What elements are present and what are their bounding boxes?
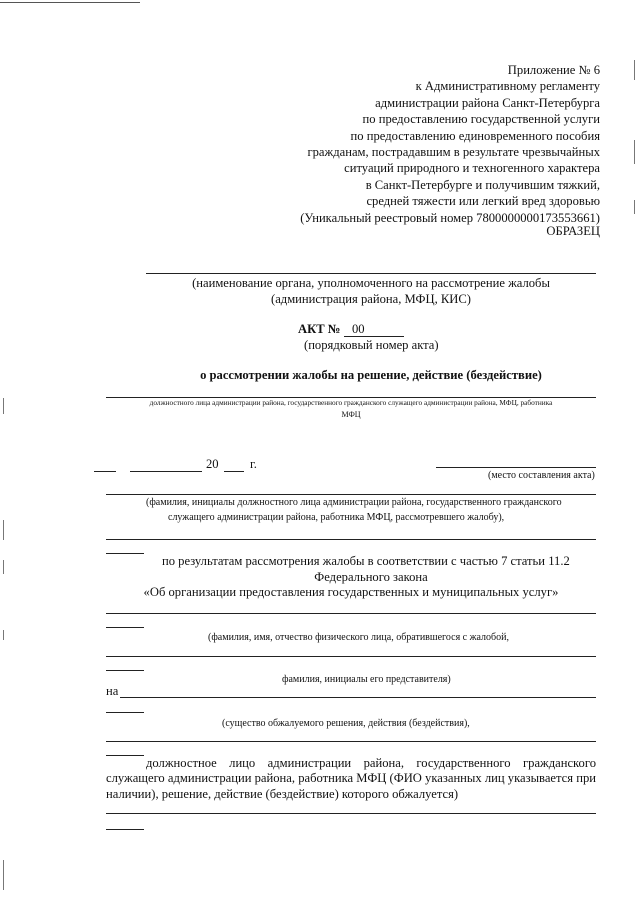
scan-edge-mark (3, 520, 4, 540)
short-line-6 (106, 829, 144, 830)
reviewer-caption-line2: служащего администрации района, работника МФЦ, рассмотревшего жалобу), (168, 512, 505, 523)
annex-line: Приложение № 6 (507, 63, 600, 77)
date-year-suffix: г. (250, 457, 257, 471)
scan-edge-mark (634, 140, 635, 164)
scan-edge-mark (3, 860, 4, 890)
reviewer-caption-line1: (фамилия, инициалы должностного лица администрации района, государственного гражданского (146, 497, 562, 508)
act-number-line (344, 336, 404, 337)
official-caption-line2: МФЦ (341, 410, 361, 419)
annex-line: (Уникальный реестровый номер 7800000000173553661) (300, 210, 600, 225)
scan-edge-mark (634, 60, 635, 80)
on-line (120, 697, 596, 698)
act-number: 00 (352, 322, 365, 336)
reviewer-line (106, 494, 596, 495)
annex-line: ситуаций природного и техногенного характера (344, 161, 600, 176)
date-year-prefix: 20 (206, 457, 219, 471)
sample-label: ОБРАЗЕЦ (546, 224, 600, 238)
act-label: АКТ № (298, 322, 341, 336)
annex-line: администрации района Санкт-Петербурга (375, 95, 600, 110)
final-line (106, 813, 596, 814)
annex-line: по предоставлению государственной услуги (362, 112, 600, 127)
scan-edge-mark (3, 398, 4, 414)
scan-artifact-line (0, 2, 140, 3)
place-caption: (место составления акта) (488, 470, 595, 481)
reviewer-extra-line (106, 539, 596, 540)
on-label: на (106, 684, 119, 698)
basis-line3: «Об организации предоставления государственных и муниципальных услуг» (143, 585, 559, 599)
annex-line: по предоставлению единовременного пособия (350, 128, 600, 143)
organ-caption-line2: (администрация района, МФЦ, КИС) (271, 292, 471, 306)
scan-edge-mark (634, 200, 635, 214)
basis-line2: Федерального закона (314, 570, 428, 584)
act-subject: о рассмотрении жалобы на решение, действие (бездействие) (200, 368, 542, 382)
applicant-caption: (фамилия, имя, отчество физического лица, обратившегося с жалобой, (208, 632, 509, 643)
short-line-2 (106, 627, 144, 628)
scan-edge-mark (3, 560, 4, 574)
short-line-4 (106, 712, 144, 713)
representative-caption: фамилия, инициалы его представителя) (282, 674, 451, 685)
official-caption-line1: должностного лица администрации района, государственного гражданского служащего администрации района, МФЦ, работника (149, 398, 553, 407)
annex-header (300, 62, 600, 226)
organ-caption-line1: (наименование органа, уполномоченного на рассмотрение жалобы (192, 276, 550, 290)
applicant-line (106, 613, 596, 614)
act-number-caption: (порядковый номер акта) (304, 338, 439, 352)
basis-line1: по результатам рассмотрения жалобы в соответствии с частью 7 статьи 11.2 (162, 554, 570, 568)
essence-caption: (существо обжалуемого решения, действия (бездействия), (222, 718, 470, 729)
scan-edge-mark (3, 630, 4, 640)
short-line-3 (106, 670, 144, 671)
date-day-line (94, 471, 116, 472)
short-line-1 (106, 553, 144, 554)
representative-line (106, 656, 596, 657)
place-line (436, 467, 596, 468)
essence-line (106, 741, 596, 742)
date-year-line (224, 471, 244, 472)
annex-line: гражданам, пострадавшим в результате чрезвычайных (307, 145, 600, 160)
official-paragraph: должностное лицо администрации района, государственного гражданского служащего администрации района, работника МФЦ (ФИО указанных лиц указывается при наличии), решение, действие (бездействие) которого обжалуется) (106, 756, 596, 801)
annex-line: к Административному регламенту (415, 79, 600, 94)
date-month-line (130, 471, 202, 472)
annex-line: в Санкт-Петербурге и получившим тяжкий, (365, 177, 600, 192)
annex-line: средней тяжести или легкий вред здоровью (366, 194, 600, 209)
organ-name-line (146, 273, 596, 274)
